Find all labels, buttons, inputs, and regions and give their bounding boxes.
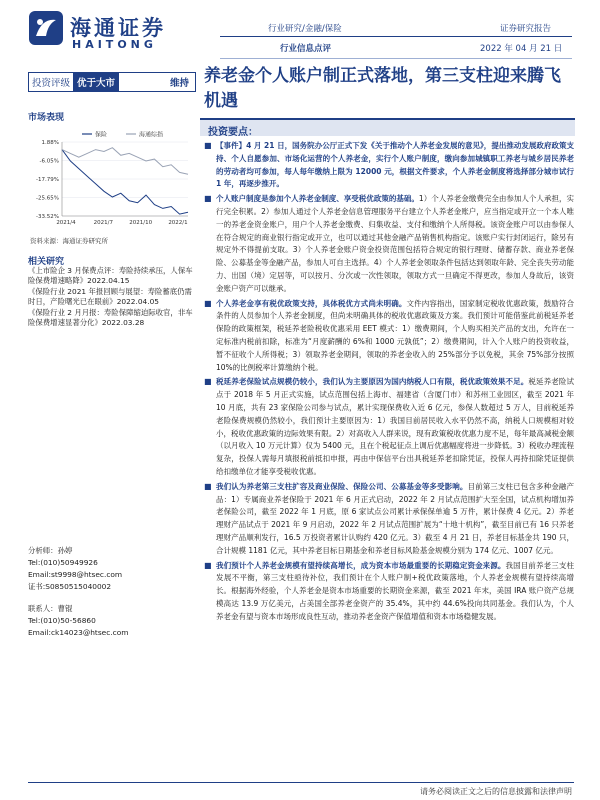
- report-subcategory: 行业信息点评: [280, 44, 332, 54]
- bullet-icon: ■: [204, 560, 212, 570]
- report-title: 养老金个人账户制正式落地，第三支柱迎来腾飞机遇: [204, 66, 561, 111]
- bullet-icon: ■: [204, 194, 212, 204]
- report-category: 行业研究/金融/保险: [268, 24, 342, 34]
- logo-name-cn: 海通证券: [70, 15, 166, 40]
- investment-rating: [28, 72, 196, 92]
- highlight-paragraph: ■ 个人养老金享有税优政策支持，具体税优方式尚未明确。文件内容指出，国家制定税收优惠政策，鼓励符合条件的人员参加个人养老金制度，但尚未明确具体的税收优惠政策及方案。我们预计可能借鉴此前税延养老保险的政策框架，税延养老险税收优惠采用 EET 模式：1）缴费期间，个人购买相关产品的支出，允许在一定标准内税前扣除，标准为“月度薪酬的 6%和 1000 元孰低”；2）缴费期间，计入个人账户的投资收益，暂不征收个人所得税；3）领取养老金期间，领取的养老金收入的 25%部分予以免税，其余 75%部分按照 10%的比例税率计算缴纳个税。: [204, 298, 575, 372]
- haitong-logo-icon: [28, 10, 64, 46]
- y-tick-label: -25.65%: [36, 195, 59, 202]
- x-tick-label: 2021/10: [129, 220, 153, 226]
- x-tick-label: 2021/7: [93, 220, 114, 226]
- logo-name-en: HAITONG: [72, 38, 157, 51]
- analyst-email[interactable]: Email:st9998@htsec.com: [28, 570, 123, 579]
- rating-status: 维持: [169, 78, 189, 89]
- highlight-paragraph: ■ 我们预计个人养老金规模有望持续高增长，成为资本市场最重要的长期稳定资金来源。我国目前养老三支柱发展不平衡，第三支柱亟待补位，我们预计在个人账户制+税优政策落地，个人养老金规模有望持续高增长。根据海外经验，个人养老金是资本市场重要的长期资金来源，截至 2021 年末，美国 IRA 账户资产总规模高达 13.9 万亿美元，占美国全部养老金资产的 35.4%，其中约 44.6%投向共同基金。我们认为，个人养老金有望与资本市场形成良性互动，推动养老金资产保值增值和资本市场稳健发展。: [204, 560, 575, 621]
- series-line: [62, 150, 188, 215]
- highlight-paragraph: ■ 【事件】4 月 21 日，国务院办公厅正式下发《关于推动个人养老金发展的意见》，提出推动发展政府政策支持、个人自愿参加、市场化运营的个人养老金，实行个人账户制度，缴向参加城镇职工养老与城乡居民养老的劳动者均可参加，每人每年缴纳上限为 12000 元，根据文件要求，个人养老金制度将选择部分城市试行 1 年，再逐步推开。: [204, 141, 574, 189]
- rating-label: 投资评级: [32, 78, 71, 89]
- bullet-icon: ■: [204, 298, 212, 308]
- highlight-paragraph: ■ 我们认为养老第三支柱扩容及商业保险、保险公司、公募基金等多受影响。目前第三支柱已包含多种金融产品：1）专属商业养老保险于 2021 年 6 月正式启动，2022 年 2 月试点范围扩大至全国，试点机构增加养老保险公司，截至 2022 年 1 月底，原 6 家试点公司累计承保保单逾 5 万件，累计保费 4 亿元。2）养老理财产品试点于 2021 年 9 月启动，2022 年 2 月试点范围扩展为“十地十机构”，截至目前已有 16 只养老理财产品顺利发行，16.5 万投资者累计认购约 420 亿元。3）截至 4 月 21 日，养老目标基金共 190 只，合计规模 1181 亿元，其中养老目标日期基金和养老目标风险基金规模分别为 174 亿元、1007 亿元。: [204, 481, 575, 555]
- highlight-paragraph: ■ 个人账户制度是参加个人养老金制度、享受税优政策的基础。1）个人养老金缴费完全由参加人个人承担，实行完全积累。2）参加人通过个人养老金信息管理服务平台建立个人养老金账户，应当指定或开立一个本人唯一的养老金资金账户，用户个人养老金缴费、归集收益、支付和缴纳个人所得税。该资金账户可以由参保人在符合规定的商业银行指定或开立，也可以通过其他金融产品销售机构指定。该账户实行封闭运行，除另有规定外不得提前支取。3）个人养老金账户资金投资范围包括符合规定的银行理财、储蓄存款、商业养老保险、公募基金等金融产品，参加人可自主选择。4）个人养老金领取条件包括达到领取年龄、完全丧失劳动能力、出国（境）定居等，可以按月、分次或一次性领取，领取方式一旦确定不得更改，参加人身故后，该资金账户资产可以继承。: [204, 194, 574, 293]
- x-tick-label: 2021/4: [56, 220, 76, 226]
- bullet-icon: ■: [204, 377, 212, 387]
- chart-source: 资料来源：海通证券研究所: [30, 237, 108, 245]
- bullet-icon: ■: [204, 481, 212, 491]
- contact-email[interactable]: Email:ck14023@htsec.com: [28, 628, 129, 637]
- related-research-list: [28, 266, 198, 329]
- rating-value: 优于大市: [73, 73, 119, 91]
- related-item[interactable]: 《保险行业 2021 年报回顾与展望：寿险蓄底仍需时日，产险曙光已在眼前》2022.04.05: [28, 287, 192, 306]
- footer-divider: [28, 782, 574, 783]
- legend-label: 海通综指: [139, 131, 164, 139]
- disclosure-notice: 请务必阅读正文之后的信息披露和法律声明: [420, 787, 572, 796]
- legend-label: 保险: [95, 131, 108, 139]
- y-tick-label: 1.88%: [41, 140, 59, 146]
- analyst-cert: 证书:S0850515040002: [28, 582, 112, 591]
- report-date: 2022 年 04 月 21 日: [480, 44, 563, 54]
- analyst-contacts: [28, 545, 198, 639]
- y-tick-label: -6.05%: [39, 158, 59, 165]
- header-divider: [220, 36, 572, 37]
- related-item[interactable]: 《上市险企 3 月保费点评：寿险持续承压，人保车险保费增速略降》2022.04.15: [28, 266, 193, 285]
- analyst-name: 分析师：孙婷: [28, 546, 73, 555]
- market-performance-chart: [28, 128, 190, 230]
- x-tick-label: 2022/1: [168, 220, 188, 226]
- y-tick-label: -33.52%: [36, 214, 59, 220]
- highlight-paragraph: ■ 税延养老保险试点规模仍较小，我们认为主要原因为国内纳税人口有限，税优政策效果不足。税延养老险试点于 2018 年 5 月正式实施，试点范围包括上海市、福建省（含厦门市）和苏州工业园区，截至 2021 年 10 月底，共有 23 家保险公司参与试点，累计实现保费收入近 6 亿元，参保人数超过 5 万人，目前税延养老险保费规模仍然较小，我们预计主要原因为：1）我国目前居民收入水平仍然不高，纳税人口规模相对较小，税收优惠政策的边际效果有限。2）对高收入人群来说，现有政策税收优惠力度不足，每年最高减税金额（以月收入 10 万元计算）仅为 5400 元，且在个税起征点上调后优惠幅度将进一步降低。3）税收办理流程复杂，投保人需每月填报税前抵扣申报，再由中保信平台出具税延养老扣除凭证，投保人再持扣除凭证提供给扣缴单位才能享受税收优惠。: [204, 377, 575, 476]
- contact-name: 联系人：曹锟: [28, 604, 73, 613]
- header-divider-bottom: [220, 58, 572, 59]
- related-heading: 相关研究: [28, 257, 65, 267]
- report-type: 证券研究报告: [500, 24, 552, 34]
- investment-highlights-heading: 投资要点：: [200, 118, 575, 136]
- bullet-icon: ■: [204, 141, 212, 150]
- page-footer: [0, 780, 600, 800]
- contact-tel: Tel:(010)50-56860: [28, 616, 96, 625]
- investment-highlights: [204, 140, 574, 625]
- y-tick-label: -17.79%: [36, 177, 59, 183]
- analyst-tel: Tel:(010)50949926: [28, 558, 98, 567]
- related-item[interactable]: 《保险行业 2 月月报：寿险保障缩迫际收官，非车险保费增速显著分化》2022.03.28: [28, 308, 193, 327]
- market-heading: 市场表现: [28, 113, 65, 123]
- report-header: [0, 0, 600, 62]
